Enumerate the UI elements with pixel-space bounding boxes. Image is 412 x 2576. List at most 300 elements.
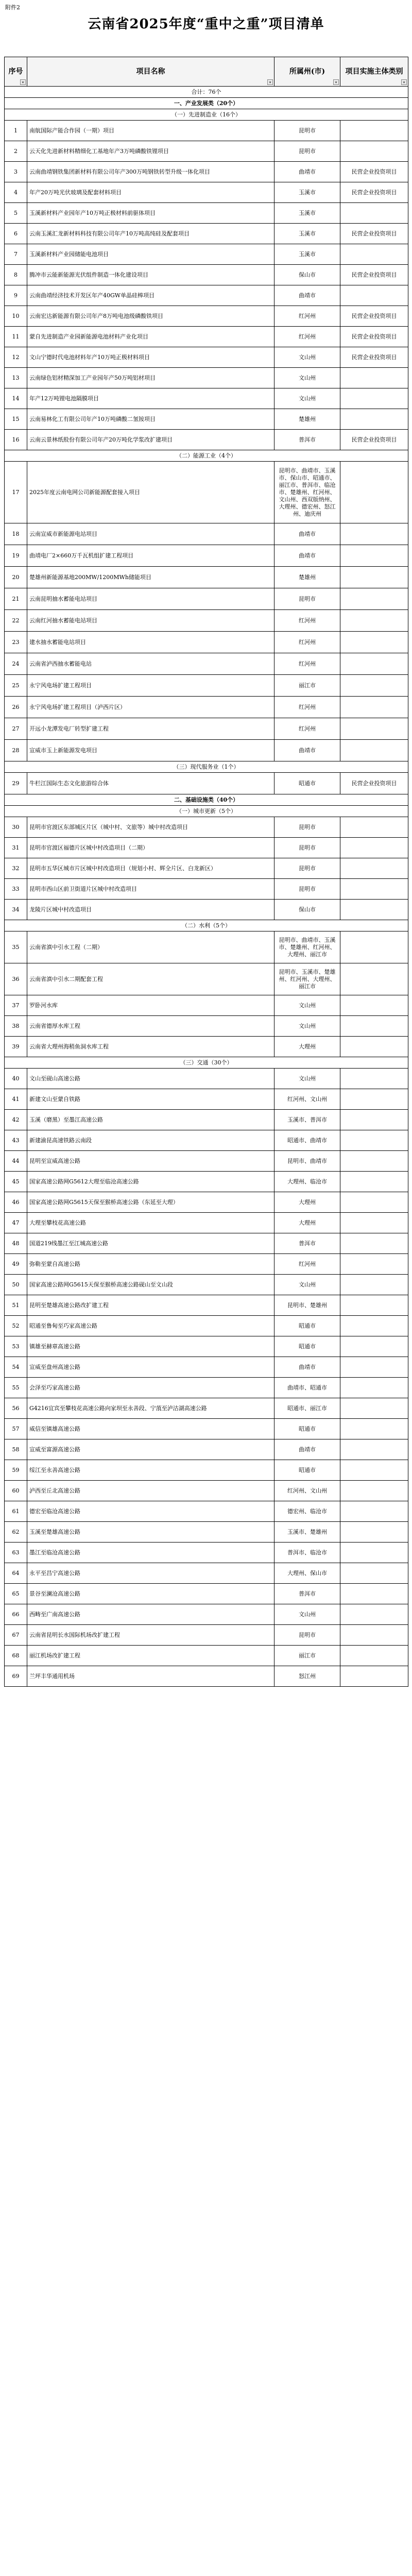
- cell-name: 年产12万吨锂电池隔膜项目: [27, 388, 274, 409]
- cell-name: 文山至砚山高速公路: [27, 1069, 274, 1089]
- cell-no: 15: [5, 409, 27, 430]
- cell-no: 42: [5, 1110, 27, 1130]
- cell-no: 35: [5, 931, 27, 963]
- cell-no: 19: [5, 545, 27, 567]
- cell-city: 文山州: [274, 388, 340, 409]
- filter-dropdown-icon[interactable]: ▾: [401, 79, 407, 85]
- cell-no: 47: [5, 1213, 27, 1233]
- cell-city: 红河州、文山州: [274, 1481, 340, 1501]
- cell-name: 云南曲靖钢铁集团新材料有限公司年产300万吨钢铁转型升级一体化项目: [27, 162, 274, 182]
- cell-entity: [340, 610, 408, 632]
- cell-entity: [340, 121, 408, 141]
- filter-dropdown-icon[interactable]: ▾: [267, 79, 273, 85]
- cell-entity: [340, 1192, 408, 1213]
- section-row: 一、产业发展类（20个）: [5, 98, 408, 109]
- cell-entity: [340, 1151, 408, 1172]
- cell-entity: [340, 1110, 408, 1130]
- cell-entity: [340, 1254, 408, 1275]
- cell-name: 云南省滇中引水工程（二期）: [27, 931, 274, 963]
- cell-name: 云天化先进新材料精细化工基地年产3万吨磷酸铁锂项目: [27, 141, 274, 162]
- table-row: [5, 1419, 408, 1439]
- table-row: [5, 879, 408, 900]
- cell-entity: [340, 1439, 408, 1460]
- cell-no: 52: [5, 1316, 27, 1336]
- cell-no: 22: [5, 610, 27, 632]
- cell-entity: [340, 1316, 408, 1336]
- table-row: [5, 1130, 408, 1151]
- table-row: [5, 1378, 408, 1398]
- cell-name: 云南宏达新能源有限公司年产8万吨电池级磷酸铁项目: [27, 306, 274, 327]
- header-entity: 项目实施主体类别 ▾: [340, 57, 408, 87]
- table-row: [5, 1213, 408, 1233]
- cell-no: 12: [5, 347, 27, 368]
- cell-name: 新建渝昆高速铁路云南段: [27, 1130, 274, 1151]
- cell-entity: [340, 1522, 408, 1543]
- cell-no: 49: [5, 1254, 27, 1275]
- cell-name: 国道219线墨江至江城高速公路: [27, 1233, 274, 1254]
- cell-name: 蒙自先进制造产业园新能源电池材料产业化项目: [27, 327, 274, 347]
- cell-no: 38: [5, 1016, 27, 1037]
- cell-entity: [340, 368, 408, 388]
- cell-no: 9: [5, 285, 27, 306]
- table-row: [5, 1016, 408, 1037]
- table-row: [5, 1110, 408, 1130]
- cell-no: 34: [5, 900, 27, 920]
- cell-name: 国家高速公路网G5615天保至猴桥高速公路（东延至大理）: [27, 1192, 274, 1213]
- table-row: [5, 858, 408, 879]
- cell-entity: [340, 1666, 408, 1687]
- cell-no: 59: [5, 1460, 27, 1481]
- cell-city: 昆明市: [274, 838, 340, 858]
- cell-no: 69: [5, 1666, 27, 1687]
- cell-no: 20: [5, 567, 27, 588]
- table-row: [5, 1295, 408, 1316]
- cell-name: 牛栏江国际生态文化旅游综合体: [27, 773, 274, 794]
- cell-no: 24: [5, 653, 27, 675]
- cell-city: 玉溪市: [274, 244, 340, 265]
- cell-entity: [340, 1275, 408, 1295]
- cell-name: 南航国际产能合作园（一期）项目: [27, 121, 274, 141]
- cell-city: 文山州: [274, 347, 340, 368]
- cell-no: 36: [5, 963, 27, 995]
- cell-entity: [340, 588, 408, 610]
- cell-name: 宣威至盘州高速公路: [27, 1357, 274, 1378]
- table-row: [5, 141, 408, 162]
- cell-no: 3: [5, 162, 27, 182]
- table-row: [5, 1563, 408, 1584]
- table-row: [5, 285, 408, 306]
- table-row: [5, 1625, 408, 1646]
- cell-no: 27: [5, 718, 27, 740]
- cell-city: 文山州: [274, 1069, 340, 1089]
- cell-entity: [340, 1069, 408, 1089]
- cell-city: 玉溪市、普洱市: [274, 1110, 340, 1130]
- cell-city: 红河州: [274, 327, 340, 347]
- cell-city: 文山州: [274, 1275, 340, 1295]
- table-row: [5, 409, 408, 430]
- cell-name: 玉溪至楚雄高速公路: [27, 1522, 274, 1543]
- cell-name: 永宁风电场扩建工程项目: [27, 675, 274, 697]
- table-row: [5, 931, 408, 963]
- cell-name: 国家高速公路网G5615天保至猴桥高速公路砚山至文山段: [27, 1275, 274, 1295]
- cell-no: 5: [5, 203, 27, 224]
- cell-entity: [340, 879, 408, 900]
- cell-entity: [340, 1357, 408, 1378]
- cell-name: 国家高速公路网G5612大理至临沧高速公路: [27, 1172, 274, 1192]
- cell-entity: [340, 1213, 408, 1233]
- cell-city: 曲靖市: [274, 285, 340, 306]
- cell-name: 昆明至楚雄高速公路改扩建工程: [27, 1295, 274, 1316]
- subsection-row: （一）城市更新（5个）: [5, 806, 408, 817]
- subsection-row: （三）现代服务业（1个）: [5, 761, 408, 773]
- cell-city: 昆明市、曲靖市、玉溪市、保山市、昭通市、丽江市、普洱市、临沧市、楚雄州、红河州、文山州、西双版纳州、大理州、德宏州、怒江州、迪庆州: [274, 462, 340, 523]
- table-row: [5, 817, 408, 838]
- table-row: [5, 1192, 408, 1213]
- table-row: [5, 718, 408, 740]
- table-row: [5, 545, 408, 567]
- cell-no: 11: [5, 327, 27, 347]
- cell-name: 永宁风电场扩建工程项目（泸西片区）: [27, 697, 274, 718]
- table-row: [5, 430, 408, 450]
- cell-name: 开远小龙潭发电厂转型扩建工程: [27, 718, 274, 740]
- cell-name: 年产20万吨光伏玻璃及配套材料项目: [27, 182, 274, 203]
- cell-city: 文山州: [274, 995, 340, 1016]
- cell-city: 文山州: [274, 368, 340, 388]
- cell-no: 48: [5, 1233, 27, 1254]
- table-row: [5, 610, 408, 632]
- cell-entity: [340, 545, 408, 567]
- cell-name: 会泽至巧家高速公路: [27, 1378, 274, 1398]
- cell-no: 33: [5, 879, 27, 900]
- cell-no: 44: [5, 1151, 27, 1172]
- cell-no: 62: [5, 1522, 27, 1543]
- cell-name: 昆明市五华区城市片区城中村改造项目（规划小村、辉全片区、白龙新区）: [27, 858, 274, 879]
- cell-name: 云南省滇中引水二期配套工程: [27, 963, 274, 995]
- cell-no: 64: [5, 1563, 27, 1584]
- cell-entity: [340, 653, 408, 675]
- table-row: [5, 162, 408, 182]
- cell-entity: [340, 244, 408, 265]
- cell-no: 60: [5, 1481, 27, 1501]
- cell-entity: [340, 203, 408, 224]
- cell-name: 云南曲靖经济技术开发区年产40GW单晶硅棒项目: [27, 285, 274, 306]
- cell-city: 曲靖市: [274, 523, 340, 545]
- cell-entity: [340, 1563, 408, 1584]
- cell-name: 昆明市官渡区福德片区城中村改造项目（二期）: [27, 838, 274, 858]
- cell-entity: [340, 675, 408, 697]
- table-row: [5, 1069, 408, 1089]
- cell-entity: 民营企业投资项目: [340, 327, 408, 347]
- cell-entity: [340, 1604, 408, 1625]
- cell-no: 18: [5, 523, 27, 545]
- table-row: [5, 1254, 408, 1275]
- cell-entity: [340, 388, 408, 409]
- table-row: [5, 1398, 408, 1419]
- cell-city: 德宏州、临沧市: [274, 1501, 340, 1522]
- cell-no: 65: [5, 1584, 27, 1604]
- table-row: [5, 368, 408, 388]
- subsection-row: （三）交通（30个）: [5, 1057, 408, 1069]
- cell-no: 10: [5, 306, 27, 327]
- table-row: [5, 1584, 408, 1604]
- cell-city: 昆明市: [274, 817, 340, 838]
- project-table: [4, 57, 408, 1687]
- cell-no: 4: [5, 182, 27, 203]
- cell-entity: [340, 1543, 408, 1563]
- cell-city: 玉溪市、楚雄州: [274, 1522, 340, 1543]
- cell-city: 普洱市: [274, 430, 340, 450]
- cell-entity: [340, 838, 408, 858]
- cell-city: 红河州: [274, 718, 340, 740]
- table-row: [5, 1275, 408, 1295]
- table-row: [5, 900, 408, 920]
- cell-no: 17: [5, 462, 27, 523]
- cell-no: 43: [5, 1130, 27, 1151]
- cell-name: 云南易林化工有限公司年产10万吨磷酸二氢铵项目: [27, 409, 274, 430]
- table-row: [5, 1439, 408, 1460]
- cell-no: 41: [5, 1089, 27, 1110]
- cell-entity: [340, 1233, 408, 1254]
- cell-entity: [340, 931, 408, 963]
- cell-no: 46: [5, 1192, 27, 1213]
- table-row: [5, 306, 408, 327]
- cell-name: 云南云景林纸股份有限公司年产20万吨化学浆改扩建项目: [27, 430, 274, 450]
- cell-no: 58: [5, 1439, 27, 1460]
- table-row: [5, 740, 408, 761]
- cell-city: 曲靖市: [274, 162, 340, 182]
- table-row: [5, 1460, 408, 1481]
- table-row: [5, 1501, 408, 1522]
- cell-no: 40: [5, 1069, 27, 1089]
- table-row: [5, 1522, 408, 1543]
- table-row: [5, 632, 408, 653]
- cell-city: 大理州: [274, 1192, 340, 1213]
- cell-no: 63: [5, 1543, 27, 1563]
- table-row: [5, 1646, 408, 1666]
- cell-name: G4216宜宾至攀枝花高速公路向家坝至永善段、宁蒗至泸沽湖高速公路: [27, 1398, 274, 1419]
- cell-name: 龙陵片区城中村改造项目: [27, 900, 274, 920]
- cell-name: 玉溪新材料产业园年产10万吨正极材料前驱体项目: [27, 203, 274, 224]
- cell-entity: 民营企业投资项目: [340, 162, 408, 182]
- cell-name: 昆明至宣威高速公路: [27, 1151, 274, 1172]
- section-row: 二、基础设施类（40个）: [5, 794, 408, 806]
- cell-entity: [340, 1016, 408, 1037]
- cell-no: 51: [5, 1295, 27, 1316]
- cell-city: 红河州: [274, 697, 340, 718]
- cell-entity: [340, 285, 408, 306]
- table-row: [5, 588, 408, 610]
- table-row: [5, 1604, 408, 1625]
- cell-entity: [340, 817, 408, 838]
- cell-name: 云南宣威市新能源电站项目: [27, 523, 274, 545]
- cell-no: 6: [5, 224, 27, 244]
- cell-no: 14: [5, 388, 27, 409]
- cell-city: 红河州: [274, 653, 340, 675]
- cell-no: 55: [5, 1378, 27, 1398]
- cell-entity: [340, 697, 408, 718]
- cell-name: 云南省昆明长水国际机场改扩建工程: [27, 1625, 274, 1646]
- cell-city: 曲靖市、昭通市: [274, 1378, 340, 1398]
- table-row: [5, 265, 408, 285]
- cell-no: 13: [5, 368, 27, 388]
- cell-no: 54: [5, 1357, 27, 1378]
- cell-entity: [340, 409, 408, 430]
- cell-no: 30: [5, 817, 27, 838]
- cell-city: 昭通市: [274, 1419, 340, 1439]
- cell-city: 红河州: [274, 632, 340, 653]
- cell-city: 昆明市、楚雄州: [274, 1295, 340, 1316]
- table-row: [5, 1233, 408, 1254]
- cell-city: 玉溪市: [274, 182, 340, 203]
- cell-name: 泸西至丘北高速公路: [27, 1481, 274, 1501]
- cell-entity: [340, 462, 408, 523]
- cell-entity: 民营企业投资项目: [340, 224, 408, 244]
- cell-name: 腾冲市云能新能源光伏组件制造一体化建设项目: [27, 265, 274, 285]
- cell-name: 宣威市玉上新能源发电项目: [27, 740, 274, 761]
- cell-entity: [340, 1481, 408, 1501]
- cell-no: 57: [5, 1419, 27, 1439]
- cell-name: 墨江至临沧高速公路: [27, 1543, 274, 1563]
- cell-entity: 民营企业投资项目: [340, 773, 408, 794]
- total-row: 合计：76个: [5, 87, 408, 98]
- cell-entity: [340, 141, 408, 162]
- table-row: [5, 1666, 408, 1687]
- cell-name: 云南玉溪汇龙新材料科技有限公司年产10万吨高纯硅及配套项目: [27, 224, 274, 244]
- table-row: [5, 1089, 408, 1110]
- cell-no: 8: [5, 265, 27, 285]
- cell-city: 昭通市: [274, 1316, 340, 1336]
- cell-city: 红河州: [274, 1254, 340, 1275]
- cell-entity: [340, 1336, 408, 1357]
- cell-name: 昆明市西山区前卫街道片区城中村改造项目: [27, 879, 274, 900]
- filter-dropdown-icon[interactable]: ▾: [20, 79, 26, 85]
- cell-entity: [340, 1378, 408, 1398]
- cell-name: 镇雄至赫章高速公路: [27, 1336, 274, 1357]
- table-row: [5, 773, 408, 794]
- cell-name: 文山宁德时代电池材料年产10万吨正极材料项目: [27, 347, 274, 368]
- cell-entity: [340, 567, 408, 588]
- cell-city: 昭通市: [274, 1460, 340, 1481]
- cell-entity: [340, 858, 408, 879]
- cell-entity: [340, 523, 408, 545]
- cell-no: 66: [5, 1604, 27, 1625]
- cell-city: 文山州: [274, 1604, 340, 1625]
- header-row: [5, 57, 408, 87]
- cell-entity: [340, 900, 408, 920]
- table-row: [5, 1543, 408, 1563]
- cell-no: 37: [5, 995, 27, 1016]
- table-row: [5, 121, 408, 141]
- cell-name: 云南省德厚水库工程: [27, 1016, 274, 1037]
- cell-city: 昆明市: [274, 588, 340, 610]
- cell-city: 曲靖市: [274, 1357, 340, 1378]
- cell-city: 曲靖市: [274, 545, 340, 567]
- cell-no: 28: [5, 740, 27, 761]
- cell-city: 昆明市、曲靖市: [274, 1151, 340, 1172]
- cell-name: 兰坪丰华通用机场: [27, 1666, 274, 1687]
- cell-entity: [340, 718, 408, 740]
- table-row: [5, 244, 408, 265]
- cell-name: 玉溪（磨黑）至墨江高速公路: [27, 1110, 274, 1130]
- table-row: [5, 523, 408, 545]
- cell-no: 23: [5, 632, 27, 653]
- cell-entity: 民营企业投资项目: [340, 306, 408, 327]
- cell-no: 26: [5, 697, 27, 718]
- cell-entity: [340, 995, 408, 1016]
- cell-name: 昭通至鲁甸至巧家高速公路: [27, 1316, 274, 1336]
- cell-entity: 民营企业投资项目: [340, 430, 408, 450]
- cell-entity: [340, 1646, 408, 1666]
- table-row: [5, 1037, 408, 1057]
- cell-name: 永平至昌宁高速公路: [27, 1563, 274, 1584]
- table-row: [5, 1316, 408, 1336]
- cell-entity: [340, 963, 408, 995]
- cell-city: 红河州: [274, 610, 340, 632]
- cell-name: 宣威至富源高速公路: [27, 1439, 274, 1460]
- cell-no: 2: [5, 141, 27, 162]
- cell-city: 丽江市: [274, 675, 340, 697]
- table-row: [5, 1481, 408, 1501]
- cell-name: 云南红河抽水蓄能电站项目: [27, 610, 274, 632]
- cell-no: 16: [5, 430, 27, 450]
- table-row: [5, 697, 408, 718]
- cell-no: 25: [5, 675, 27, 697]
- cell-city: 红河州、文山州: [274, 1089, 340, 1110]
- cell-no: 39: [5, 1037, 27, 1057]
- table-row: [5, 995, 408, 1016]
- cell-city: 普洱市: [274, 1233, 340, 1254]
- cell-city: 玉溪市: [274, 224, 340, 244]
- cell-no: 29: [5, 773, 27, 794]
- cell-entity: [340, 632, 408, 653]
- cell-city: 昆明市、曲靖市、玉溪市、楚雄州、红河州、大理州、丽江市: [274, 931, 340, 963]
- cell-city: 昆明市: [274, 121, 340, 141]
- header-no: 序号 ▾: [5, 57, 27, 87]
- cell-name: 楚雄州新能源基地200MW/1200MWh储能项目: [27, 567, 274, 588]
- cell-name: 云南昆明抽水蓄能电站项目: [27, 588, 274, 610]
- table-row: [5, 567, 408, 588]
- table-row: [5, 838, 408, 858]
- table-row: [5, 1336, 408, 1357]
- cell-city: 大理州、保山市: [274, 1563, 340, 1584]
- cell-city: 楚雄州: [274, 567, 340, 588]
- table-row: [5, 327, 408, 347]
- cell-name: 昆明市官渡区东部城区片区（城中村、文旅等）城中村改造项目: [27, 817, 274, 838]
- table-row: [5, 1151, 408, 1172]
- table-row: [5, 203, 408, 224]
- subsection-row: （二）水利（5个）: [5, 920, 408, 931]
- cell-name: 景谷至澜沧高速公路: [27, 1584, 274, 1604]
- cell-city: 楚雄州: [274, 409, 340, 430]
- table-row: [5, 1172, 408, 1192]
- cell-name: 德宏至临沧高速公路: [27, 1501, 274, 1522]
- cell-name: 2025年度云南电网公司新能源配套接入项目: [27, 462, 274, 523]
- cell-city: 曲靖市: [274, 1439, 340, 1460]
- cell-no: 45: [5, 1172, 27, 1192]
- cell-name: 云南绿色铝材精深加工产业园年产50万吨铝材项目: [27, 368, 274, 388]
- cell-entity: 民营企业投资项目: [340, 182, 408, 203]
- filter-dropdown-icon[interactable]: ▾: [333, 79, 339, 85]
- cell-city: 保山市: [274, 900, 340, 920]
- table-row: [5, 182, 408, 203]
- cell-name: 建水抽水蓄能电站项目: [27, 632, 274, 653]
- cell-name: 罗卧河水库: [27, 995, 274, 1016]
- cell-no: 56: [5, 1398, 27, 1419]
- cell-name: 玉溪新材料产业园储能电池项目: [27, 244, 274, 265]
- cell-name: 绥江至永善高速公路: [27, 1460, 274, 1481]
- cell-city: 文山州: [274, 1016, 340, 1037]
- cell-city: 大理州: [274, 1037, 340, 1057]
